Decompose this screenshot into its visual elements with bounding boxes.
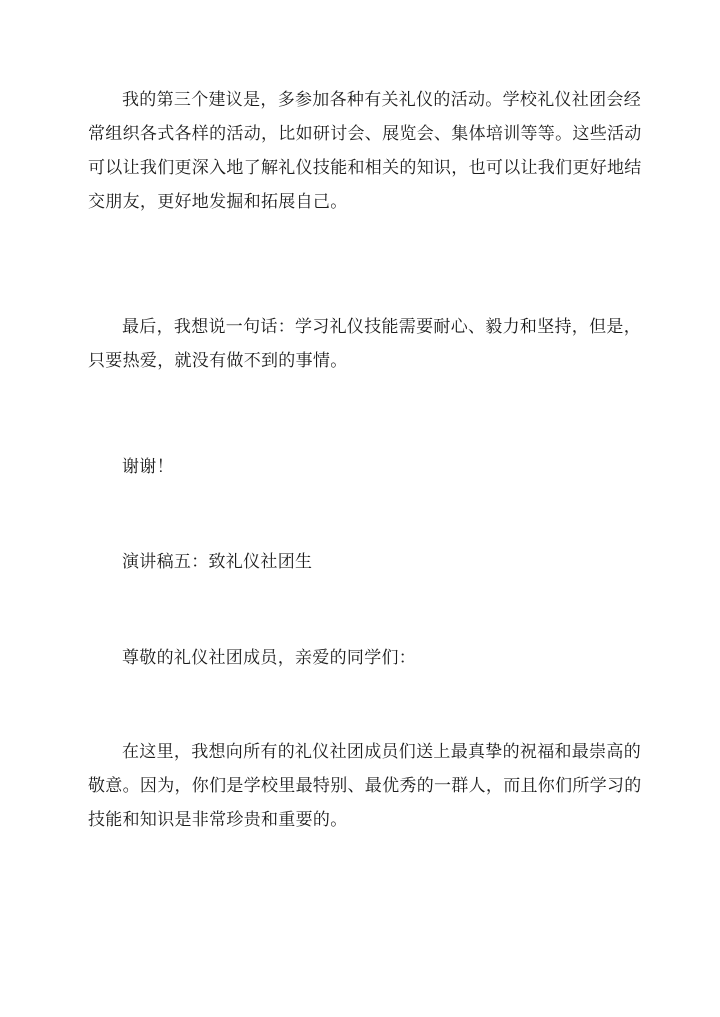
paragraph-blessing — [88, 735, 642, 837]
paragraph-line: 只要热爱，就没有做不到的事情。 — [88, 351, 348, 371]
heading-line: 演讲稿五：致礼仪社团生 — [122, 552, 313, 572]
paragraph-line: 敬意。因为，你们是学校里最特别、最优秀的一群人，而且你们所学习的 — [88, 776, 642, 796]
paragraph-third-suggestion — [88, 83, 642, 219]
paragraph-closing-words — [88, 310, 641, 378]
paragraph-line: 尊敬的礼仪社团成员，亲爱的同学们： — [122, 648, 417, 668]
paragraph-thanks — [88, 450, 636, 484]
paragraph-line: 技能和知识是非常珍贵和重要的。 — [88, 810, 348, 830]
paragraph-line: 常组织各式各样的活动，比如研讨会、展览会、集体培训等等。这些活动 — [88, 124, 642, 144]
paragraph-salutation — [88, 641, 636, 675]
paragraph-line: 可以让我们更深入地了解礼仪技能和相关的知识，也可以让我们更好地结 — [88, 158, 642, 178]
paragraph-line: 交朋友，更好地发掘和拓展自己。 — [88, 192, 348, 212]
paragraph-line: 最后，我想说一句话：学习礼仪技能需要耐心、毅力和坚持，但是， — [122, 317, 641, 337]
paragraph-line: 我的第三个建议是，多参加各种有关礼仪的活动。学校礼仪社团会经 — [122, 90, 641, 110]
paragraph-line: 谢谢！ — [122, 457, 174, 477]
speech-heading — [88, 545, 636, 579]
paragraph-line: 在这里，我想向所有的礼仪社团成员们送上最真挚的祝福和最崇高的 — [122, 742, 641, 762]
